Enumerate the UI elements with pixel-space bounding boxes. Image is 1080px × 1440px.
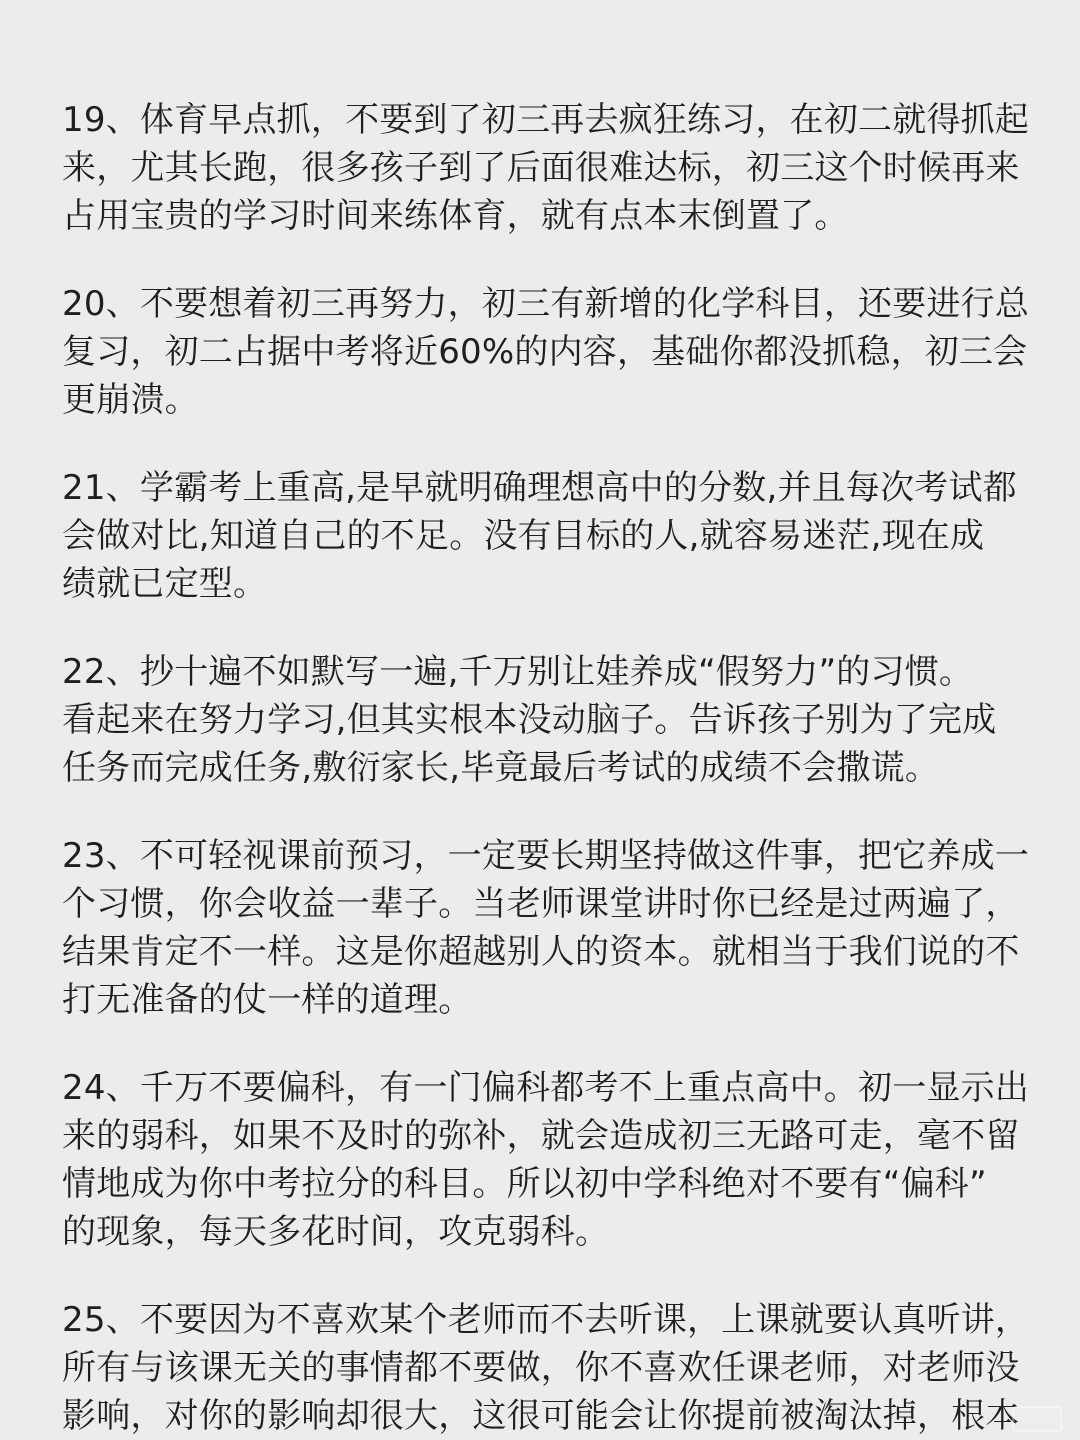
watermark-logo	[1012, 1406, 1062, 1432]
text-line: 情地成为你中考拉分的科目。所以初中学科绝对不要有“偏科”	[62, 1164, 987, 1204]
text-line: 会做对比,知道自己的不足。没有目标的人,就容易迷茫,现在成	[62, 516, 985, 556]
text-line: 复习，初二占据中考将近60%的内容，基础你都没抓稳，初三会	[62, 332, 1028, 372]
paragraph-23	[62, 832, 1030, 1024]
text-line: 来的弱科，如果不及时的弥补，就会造成初三无路可走，毫不留	[62, 1116, 1020, 1156]
text-line: 影响，对你的影响却很大，这很可能会让你提前被淘汰掉，根本	[62, 1396, 1020, 1436]
text-line: 更崩溃。	[62, 380, 199, 420]
paragraph-21	[62, 464, 1020, 608]
text-line: 绩就已定型。	[62, 564, 268, 604]
text-line: 打无准备的仗一样的道理。	[62, 980, 473, 1020]
text-line: 25、不要因为不喜欢某个老师而不去听课，上课就要认真听讲，	[62, 1300, 1030, 1340]
text-line: 19、体育早点抓，不要到了初三再去疯狂练习，在初二就得抓起	[62, 100, 1030, 140]
paragraph-20	[62, 280, 1030, 424]
text-line: 任务而完成任务,敷衍家长,毕竟最后考试的成绩不会撒谎。	[62, 748, 940, 788]
paragraph-22	[62, 648, 1020, 792]
text-line: 结果肯定不一样。这是你超越别人的资本。就相当于我们说的不	[62, 932, 1020, 972]
text-line: 23、不可轻视课前预习，一定要长期坚持做这件事，把它养成一	[62, 836, 1030, 876]
paragraph-24	[62, 1064, 1030, 1256]
text-line: 20、不要想着初三再努力，初三有新增的化学科目，还要进行总	[62, 284, 1030, 324]
paragraph-25	[62, 1296, 1030, 1440]
text-line: 看起来在努力学习,但其实根本没动脑子。告诉孩子别为了完成	[62, 700, 997, 740]
text-line: 22、抄十遍不如默写一遍,千万别让娃养成“假努力”的习惯。	[62, 652, 974, 692]
text-line: 21、学霸考上重高,是早就明确理想高中的分数,并且每次考试都	[62, 468, 1017, 508]
text-line: 24、千万不要偏科，有一门偏科都考不上重点高中。初一显示出	[62, 1068, 1030, 1108]
text-line: 个习惯，你会收益一辈子。当老师课堂讲时你已经是过两遍了，	[62, 884, 1020, 924]
text-line: 占用宝贵的学习时间来练体育，就有点本末倒置了。	[62, 196, 849, 236]
text-line: 的现象，每天多花时间，攻克弱科。	[62, 1212, 610, 1252]
paragraph-19	[62, 96, 1030, 240]
text-line: 所有与该课无关的事情都不要做，你不喜欢任课老师，对老师没	[62, 1348, 1020, 1388]
text-line: 来，尤其长跑，很多孩子到了后面很难达标，初三这个时候再来	[62, 148, 1020, 188]
